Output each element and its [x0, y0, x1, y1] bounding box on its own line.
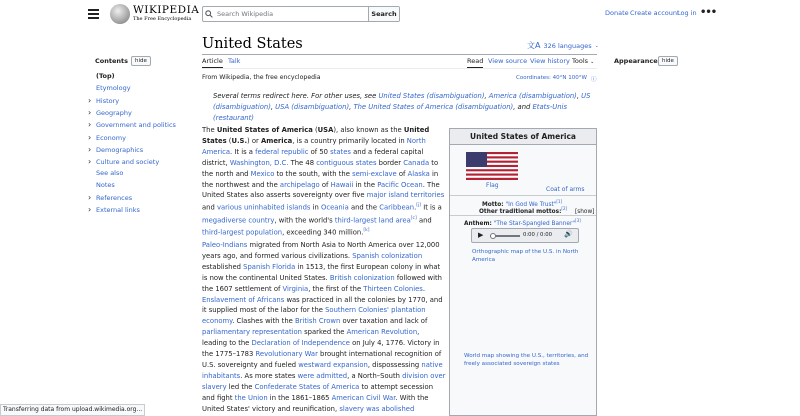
hatnote-text: Several terms redirect here. For other uses, see	[213, 92, 379, 100]
toc-item-label: Economy	[96, 133, 126, 142]
toc-item-label: References	[96, 194, 133, 202]
anthem-link[interactable]: "The Star-Spangled Banner"	[493, 220, 576, 227]
search-box[interactable]	[202, 6, 400, 22]
toc-item-label: History	[96, 97, 120, 106]
chevron-right-icon[interactable]: ›	[88, 108, 92, 118]
toc-item[interactable]	[88, 84, 131, 92]
audio-progress-handle[interactable]	[490, 233, 496, 239]
wikipedia-tagline: The Free Encyclopedia	[133, 16, 192, 22]
orthographic-map-caption[interactable]: Orthographic map of the U.S. in North America	[472, 249, 579, 263]
chevron-down-icon: ⌄	[590, 59, 595, 65]
infobox-title: United States of America	[450, 129, 596, 145]
hatnote-link[interactable]: Etats-Unis (restaurant)	[213, 102, 567, 122]
toc-item-label: Geography	[96, 109, 132, 118]
paragraph-history: Paleo-Indians migrated from North Asia to North America over 12,000 years ago, and formed various civilizations. Spanish colonization established Spanish Florida in 1513, the first European colony in what is now the continental United States. British colonization followed with the 1607 settlement of Virginia, the first of the Thirteen Colonies. Enslavement of Africans was practiced in all the colonies by 1770, and it supplied most of the labor for the Southern Colonies' plantation economy. Clashes with the British Crown over taxation and lack of parliamentary representation sparked the American Revolution, leading to the Declaration of Independence on July 4, 1776. Victory in the 1775–1783 Revolutionary War brought international recognition of U.S. sovereignty and fueled westward expansion, dispossessing native inhabitants. As more states were admitted, a North–South division over slavery led the Confederate States of America to attempt secession and fight the Union in the 1861–1865 American Civil War. With the United States' victory and reunification, slavery was abolished	[202, 241, 446, 413]
tab-article[interactable]: Article	[202, 57, 223, 68]
browser-status-bar: Transferring data from upload.wikimedia.org...	[0, 404, 145, 416]
toc-item[interactable]	[88, 145, 143, 154]
other-mottos-ref[interactable]: [2]	[561, 206, 568, 211]
toc-item-label: Government and politics	[96, 121, 176, 130]
chevron-down-icon: ⌄	[594, 42, 599, 49]
infobox-divider	[450, 195, 596, 196]
anthem-label: Anthem:	[464, 220, 492, 227]
toc-item-label: (Top)	[96, 72, 115, 80]
language-count: 326 languages	[543, 41, 592, 50]
toc-item-label: Culture and society	[96, 157, 160, 166]
toc-item[interactable]	[88, 120, 176, 129]
chevron-right-icon[interactable]: ›	[88, 120, 92, 130]
world-map-caption[interactable]: World map showing the U.S., territories, and freely associated sovereign states	[464, 353, 589, 367]
hatnote-link[interactable]: US (disambiguation)	[213, 92, 591, 111]
other-mottos-row	[479, 206, 594, 215]
tab-view-history[interactable]: View history	[530, 57, 570, 65]
toc-item[interactable]	[88, 193, 132, 202]
toc-item-label: See also	[96, 168, 124, 177]
hatnote-link[interactable]: The United States of America (disambiguation)	[353, 102, 514, 111]
donate-link[interactable]: Donate	[605, 9, 629, 17]
motto-label: Motto:	[482, 201, 504, 208]
toc-item[interactable]	[88, 205, 140, 214]
toc-item[interactable]	[88, 133, 126, 142]
other-mottos-label: Other traditional mottos:	[479, 208, 562, 215]
tools-label: Tools	[572, 57, 589, 65]
title-divider	[202, 54, 597, 55]
tabs-divider	[202, 68, 597, 69]
toc-heading: Contents	[95, 57, 128, 65]
appearance-hide-button[interactable]: hide	[658, 56, 678, 66]
toc-item[interactable]	[88, 96, 119, 105]
page-title: United States	[202, 36, 303, 52]
coordinates-link[interactable]: Coordinates: 40°N 100°W	[516, 75, 587, 81]
create-account-link[interactable]: Create account	[630, 9, 680, 17]
tools-menu[interactable]	[572, 57, 594, 65]
anthem-row	[464, 218, 581, 227]
toc-item[interactable]	[88, 157, 159, 166]
chevron-right-icon[interactable]: ›	[88, 132, 92, 142]
hatnote-link[interactable]: America (disambiguation)	[488, 92, 577, 100]
wikipedia-globe-logo[interactable]	[110, 4, 130, 24]
toc-item[interactable]	[88, 72, 115, 80]
infobox-divider	[450, 215, 596, 216]
toc-item[interactable]	[88, 181, 115, 189]
site-tagline: From Wikipedia, the free encyclopedia	[202, 74, 321, 81]
toc-item[interactable]	[88, 108, 132, 117]
tab-talk[interactable]: Talk	[228, 57, 241, 65]
language-button[interactable]	[527, 40, 599, 51]
us-flag-image[interactable]	[466, 152, 518, 180]
tab-read[interactable]: Read	[467, 57, 483, 68]
toc-hide-button[interactable]: hide	[131, 56, 151, 66]
chevron-right-icon[interactable]: ›	[88, 96, 92, 106]
more-options-icon[interactable]: •••	[700, 7, 717, 18]
hatnote: Several terms redirect here. For other uses, see United States (disambiguation), America (disambiguation), US (disambiguation), USA (disambiguation), The United States of America (disambiguation), and Etats-Unis (restaurant)	[213, 92, 591, 122]
info-icon[interactable]: ⓘ	[591, 77, 597, 83]
hatnote-link[interactable]: USA (disambiguation)	[275, 102, 350, 111]
chevron-right-icon[interactable]: ›	[88, 144, 92, 154]
search-button[interactable]: Search	[368, 7, 399, 21]
anthem-ref[interactable]: [3]	[575, 218, 581, 223]
chevron-right-icon[interactable]: ›	[88, 205, 92, 215]
wikipedia-wordmark[interactable]: WIKIPEDIA	[133, 4, 200, 16]
toc-item-label: Demographics	[96, 145, 144, 154]
motto-ref[interactable]: [1]	[556, 199, 563, 204]
hatnote-link[interactable]: United States (disambiguation)	[378, 92, 485, 100]
audio-player[interactable]	[471, 228, 579, 243]
toc-item-label: Etymology	[96, 84, 131, 93]
show-toggle[interactable]: [show]	[574, 208, 595, 215]
coat-of-arms-caption[interactable]: Coat of arms	[546, 186, 585, 193]
toc-item-label: External links	[96, 206, 140, 215]
toc-item[interactable]	[88, 169, 123, 177]
play-icon[interactable]: ▶	[478, 231, 484, 239]
motto-link[interactable]: "In God We Trust"	[505, 201, 557, 208]
hatnote-text: , and	[513, 102, 533, 111]
translate-icon: 文A	[527, 41, 541, 50]
search-input[interactable]: Search Wikipedia	[217, 10, 274, 18]
flag-caption[interactable]: Flag	[486, 182, 499, 189]
login-link[interactable]: Log in	[677, 9, 697, 17]
paragraph-lead: The United States of America (USA), also known as the United States (U.S.) or America, is a country primarily located in North America. It is a federal republic of 50 states and a federal capital district, Washington, D.C. The 48 contiguous states border Canada to the north and Mexico to the south, with the semi-exclave of Alaska in the northwest and the archipelago of Hawaii in the Pacific Ocean. The United States also asserts sovereignty over five major island territories and various uninhabited islands in Oceania and the Caribbean.[j] It is a megadiverse country, with the world's third-largest land area[c] and third-largest population, exceeding 340 million.[k]	[202, 126, 445, 236]
appearance-heading: Appearance	[614, 57, 658, 65]
main-menu-icon[interactable]	[88, 9, 99, 18]
toc-item-label: Notes	[96, 180, 115, 189]
chevron-right-icon[interactable]: ›	[88, 156, 92, 166]
chevron-right-icon[interactable]: ›	[88, 193, 92, 202]
search-icon	[203, 7, 215, 21]
volume-icon[interactable]: 🔊	[564, 230, 573, 238]
audio-time: 0:00 / 0:00	[523, 232, 552, 238]
tab-view-source[interactable]: View source	[488, 57, 528, 65]
